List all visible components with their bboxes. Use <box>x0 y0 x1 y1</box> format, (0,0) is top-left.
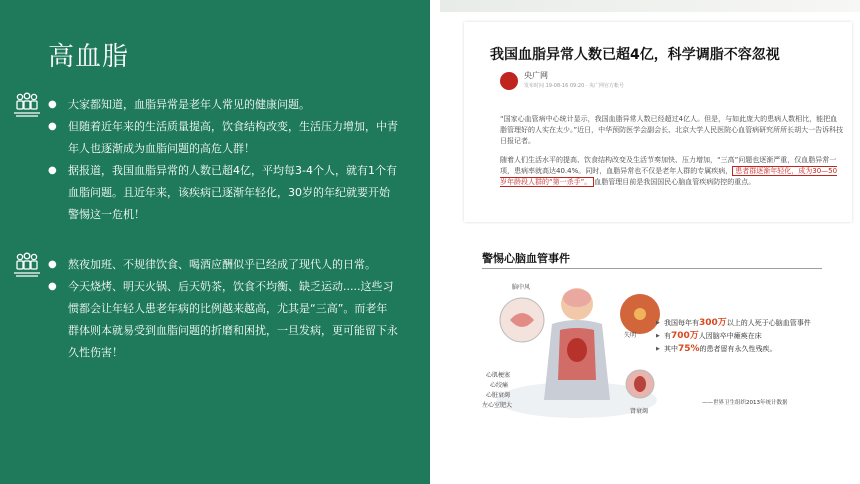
stat-text: 人因脑卒中瘫痪在床 <box>698 332 762 340</box>
bullet-item: ● 据报道，我国血脂异常的人数已超4亿，平均每3-4个人，就有1个有血脂问题。且近年来，该疾病已逐渐年轻化，30岁的年纪就要开始警惕这一危机！ <box>48 160 398 226</box>
stat-text: 我国每年有 <box>664 319 699 327</box>
label-mi: 心肌梗塞 <box>486 372 511 379</box>
label-stroke: 脑中风 <box>512 284 531 291</box>
news-card <box>464 22 852 222</box>
bullet-item: ● 熬夜加班、不规律饮食、喝酒应酬似乎已经成了现代人的日常。 <box>48 254 398 276</box>
stat-text: 其中 <box>664 345 678 353</box>
people-group-icon <box>12 92 42 118</box>
stat-number: 700万 <box>671 331 699 341</box>
stat-number: 75% <box>678 344 700 354</box>
label-renal: 肾衰竭 <box>630 408 649 415</box>
stat-text: 以上的人死于心脑血管事件 <box>726 319 811 327</box>
label-blindness: 失明 <box>624 332 637 339</box>
news-article <box>500 114 844 196</box>
decorative-bar <box>440 0 860 12</box>
stats-list <box>656 318 836 357</box>
bullet-item: ● 今天烧烤、明天火锅、后天奶茶，饮食不均衡、缺乏运动.....这些习惯都会让年轻人患老年病的比例越来越高，尤其是“三高”。而老年群体则本就易受到血脂问题的折磨和困扰，一旦发病，更可能留下永久性伤害！ <box>48 276 398 364</box>
divider <box>482 268 822 269</box>
source-footnote: ——世界卫生组织2013年统计数据 <box>702 400 788 406</box>
article-paragraph <box>500 155 844 188</box>
label-lvh: 左心室肥大 <box>482 402 513 409</box>
stat-number: 300万 <box>699 318 727 328</box>
stat-text: 的患者留有永久性残疾。 <box>699 345 777 353</box>
stat-item <box>656 344 836 355</box>
stat-text: 有 <box>664 332 671 340</box>
people-group-icon <box>12 252 42 278</box>
label-hf: 心脏衰竭 <box>486 392 511 399</box>
article-paragraph: “国家心血管病中心统计显示，我国血脂异常人数已经超过4亿人。但是，与如此庞大的患病人数相比，能把血脂管理好的人实在太少。”近日，中华预防医学会副会长、北京大学人民医院心血管病研究所所长胡大一告诉科技日报记者。 <box>500 115 844 145</box>
news-meta: 发布时间 19-08-16 09:20 · 央广网官方帐号 <box>524 83 625 89</box>
news-headline: 我国血脂异常人数已超4亿，科学调脂不容忽视 <box>490 47 780 63</box>
bullet-item: ● 但随着近年来的生活质量提高，饮食结构改变，生活压力增加，中青年人也逐渐成为血脂问题的高危人群！ <box>48 116 398 160</box>
stat-item <box>656 318 836 329</box>
right-panel <box>430 0 860 484</box>
bullet-item: ● 大家都知道，血脂异常是老年人常见的健康问题。 <box>48 94 398 116</box>
infographic-title: 警惕心脑血管事件 <box>482 252 570 265</box>
stat-item <box>656 331 836 342</box>
label-angina: 心绞痛 <box>490 382 509 389</box>
slide-title: 高血脂 <box>48 42 130 72</box>
human-body-illustration <box>482 280 672 420</box>
article-text: 血脂管理目前是我国国民心脑血管疾病防控的重点。 <box>594 178 756 186</box>
highlight-box: 患者群逐渐年轻化，成为30—50岁年龄段人群的“第一杀手”。 <box>500 167 838 186</box>
bullet-list-2 <box>48 254 398 364</box>
news-logo-icon <box>500 72 518 90</box>
news-source: 央广网 <box>524 71 548 80</box>
bullet-list-1 <box>48 94 398 226</box>
article-text: 随着人们生活水平的提高、饮食结构改变及生活节奏加快、压力增加，“三高”问题也逐渐严重，仅血脂异常一项，患病率就高达40.4%。同时，血脂异常也不仅是老年人群的专属疾病， <box>500 156 837 175</box>
infographic <box>464 230 852 430</box>
